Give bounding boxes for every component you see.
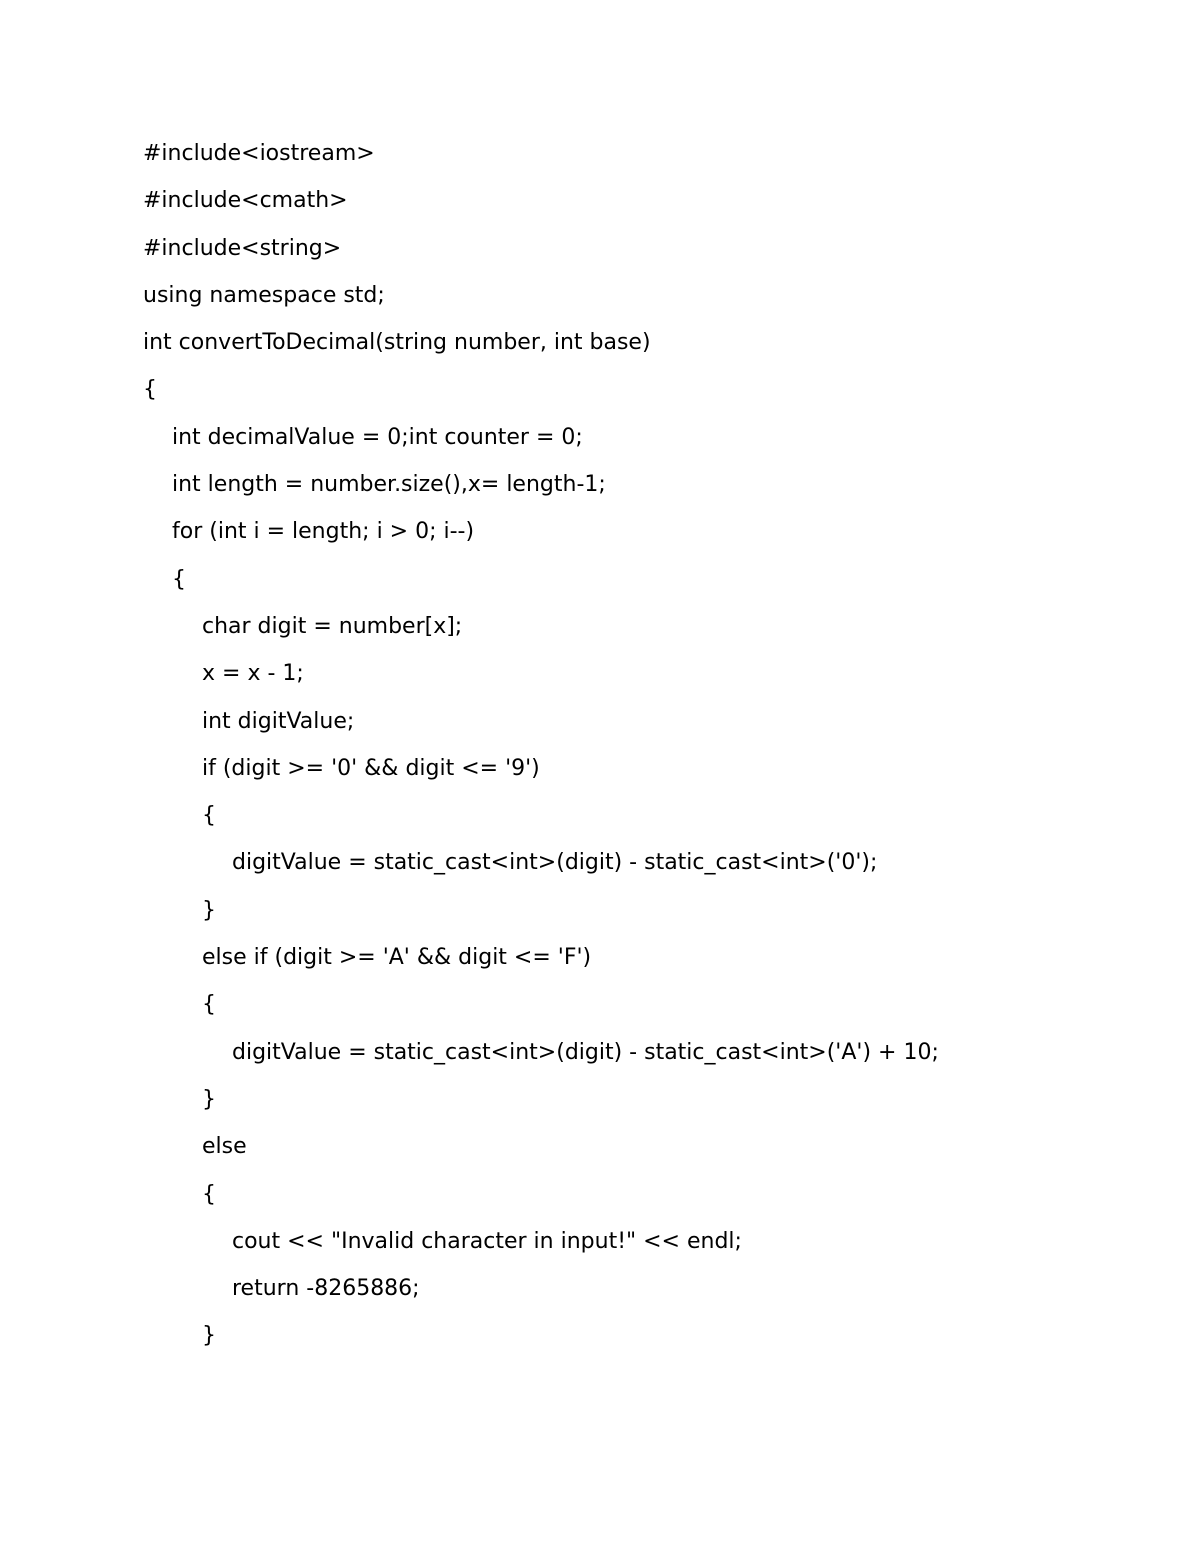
code-line: #include<cmath> bbox=[143, 188, 348, 214]
code-line: { bbox=[202, 1181, 216, 1207]
code-line: if (digit >= '0' && digit <= '9') bbox=[202, 755, 540, 781]
code-line: for (int i = length; i > 0; i--) bbox=[172, 519, 475, 545]
code-line: } bbox=[202, 897, 216, 923]
code-line: x = x - 1; bbox=[202, 661, 304, 687]
code-line: digitValue = static_cast<int>(digit) - static_cast<int>('A') + 10; bbox=[232, 1039, 939, 1065]
code-line: return -8265886; bbox=[232, 1276, 420, 1302]
code-line: using namespace std; bbox=[143, 282, 385, 308]
code-line: int convertToDecimal(string number, int base) bbox=[143, 330, 651, 356]
code-line: cout << "Invalid character in input!" << endl; bbox=[232, 1228, 742, 1254]
code-line: else bbox=[202, 1134, 247, 1160]
code-line: #include<iostream> bbox=[143, 141, 375, 166]
code-line: digitValue = static_cast<int>(digit) - static_cast<int>('0'); bbox=[232, 850, 878, 876]
code-line: { bbox=[143, 377, 157, 403]
code-line: int length = number.size(),x= length-1; bbox=[172, 472, 606, 498]
code-line: { bbox=[202, 992, 216, 1018]
code-line: { bbox=[172, 566, 186, 592]
code-line: } bbox=[202, 1323, 216, 1349]
code-line: char digit = number[x]; bbox=[202, 613, 463, 639]
code-line: { bbox=[202, 803, 216, 829]
code-line: } bbox=[202, 1086, 216, 1112]
code-line: #include<string> bbox=[143, 235, 342, 261]
code-line: else if (digit >= 'A' && digit <= 'F') bbox=[202, 945, 592, 971]
code-listing bbox=[143, 135, 939, 1365]
code-line: int digitValue; bbox=[202, 708, 355, 734]
code-line: int decimalValue = 0;int counter = 0; bbox=[172, 424, 583, 450]
